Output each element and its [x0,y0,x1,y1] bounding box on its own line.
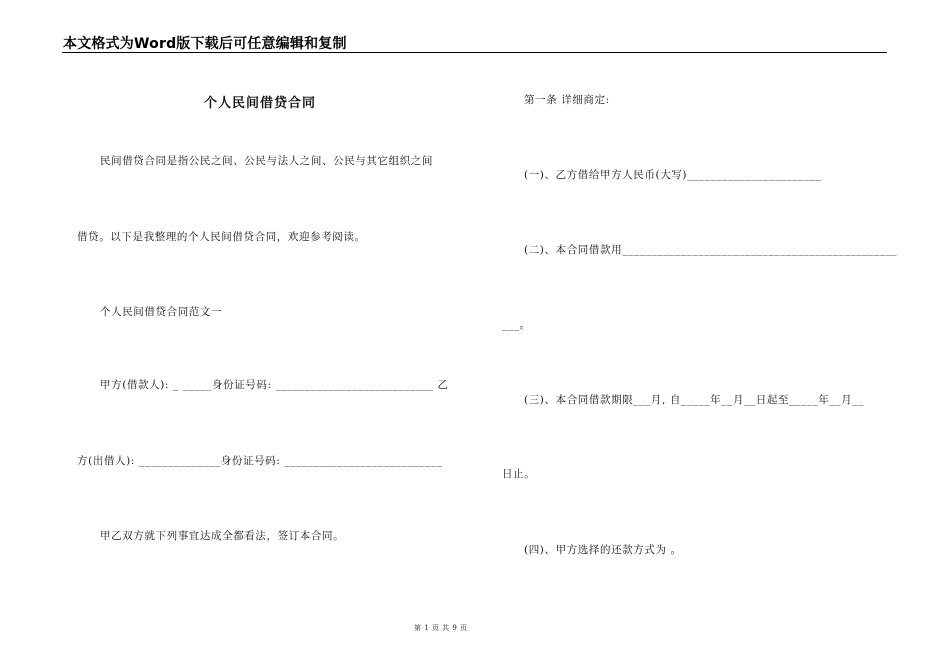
intro-line-1: 民间借贷合同是指公民之间、公民与法人之间、公民与其它组织之间 [100,155,433,167]
item-4: (四)、甲方选择的还款方式为 。 [524,544,682,556]
document-header: 本文格式为Word版下载后可任意编辑和复制 [63,36,347,52]
item-1: (一)、乙方借给甲方人民币(大写)_______________________ [524,169,822,181]
item-2-continued: ___。 [502,319,531,331]
article-1-heading: 第一条 详细商定: [524,94,610,106]
intro-line-2: 借贷。以下是我整理的个人民间借贷合同，欢迎参考阅读。 [77,231,366,243]
item-2: (二)、本合同借款用_______________________________________________ [524,244,898,256]
party-a-line: 甲方(借款人): _ _____身份证号码: ___________________________ 乙 [100,379,449,391]
party-b-line: 方(出借人): ______________身份证号码: ___________________________ [77,455,443,467]
agreement-line: 甲乙双方就下列事宜达成全都看法，签订本合同。 [100,530,345,542]
item-3: (三)、本合同借款期限___月, 自_____年__月__日起至_____年__月__ [524,394,864,406]
item-3-continued: 日止。 [502,468,536,480]
page-number: 第 1 页 共 9 页 [414,624,468,632]
sample-heading: 个人民间借贷合同范文一 [100,306,223,318]
header-divider [62,52,887,53]
document-title: 个人民间借贷合同 [204,96,317,111]
